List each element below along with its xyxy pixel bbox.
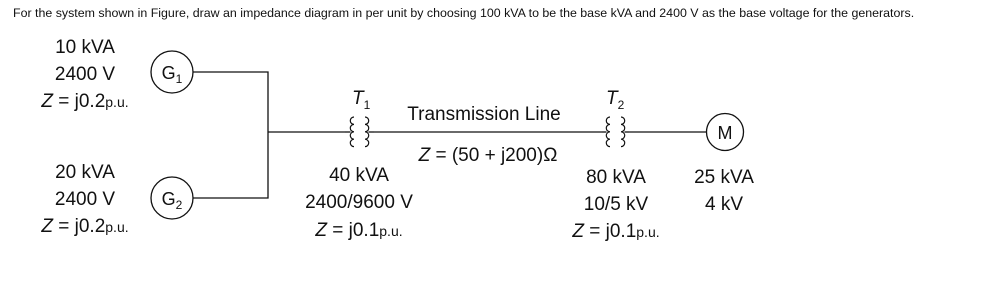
transformer-t2-impedance: Z = j0.1p.u.: [572, 221, 660, 242]
transformer-t1-label: $T_1$: [352, 88, 371, 112]
transformer-t1-symbol: [345, 117, 374, 147]
transformer-t2-label: $T_2$: [606, 88, 625, 112]
motor-rating: 25 kVA: [694, 167, 754, 188]
transformer-t2-voltage: 10/5 kV: [583, 194, 649, 215]
transformer-t2: [571, 88, 659, 242]
transformer-t2-symbol: [602, 117, 629, 147]
generator-g1-rating: 10 kVA: [55, 37, 115, 58]
generator-g1: [40, 37, 193, 112]
motor: [694, 114, 754, 216]
transformer-t1: [305, 88, 413, 241]
motor-voltage: 4 kV: [704, 194, 744, 215]
transformer-t1-impedance: Z = j0.1p.u.: [315, 220, 403, 241]
generator-g2-impedance: Z = j0.2p.u.: [41, 216, 129, 237]
transmission-line: [407, 104, 560, 166]
generator-g2-label: $G_2$: [161, 189, 183, 212]
transformer-t2-rating: 80 kVA: [586, 167, 646, 188]
generator-g2: [40, 162, 193, 237]
generator-g1-voltage: 2400 V: [54, 64, 116, 85]
transformer-t1-voltage: 2400/9600 V: [305, 192, 413, 213]
generator-g2-voltage: 2400 V: [54, 189, 116, 210]
transformer-t1-rating: 40 kVA: [329, 165, 389, 186]
motor-label: M: [717, 123, 733, 143]
transmission-line-label: Transmission Line: [407, 104, 561, 125]
transmission-line-impedance: Z = (50 + j200)Ω: [418, 145, 558, 166]
problem-statement: For the system shown in Figure, draw an impedance diagram in per unit by choosing 100 kVA to be the base kVA and 2400 V as the base voltage for the generators.: [13, 6, 915, 20]
g1-wire: [193, 72, 268, 198]
generator-g2-rating: 20 kVA: [55, 162, 115, 183]
generator-g1-impedance: Z = j0.2p.u.: [41, 91, 129, 112]
generator-g1-label: $G_1$: [161, 63, 183, 86]
